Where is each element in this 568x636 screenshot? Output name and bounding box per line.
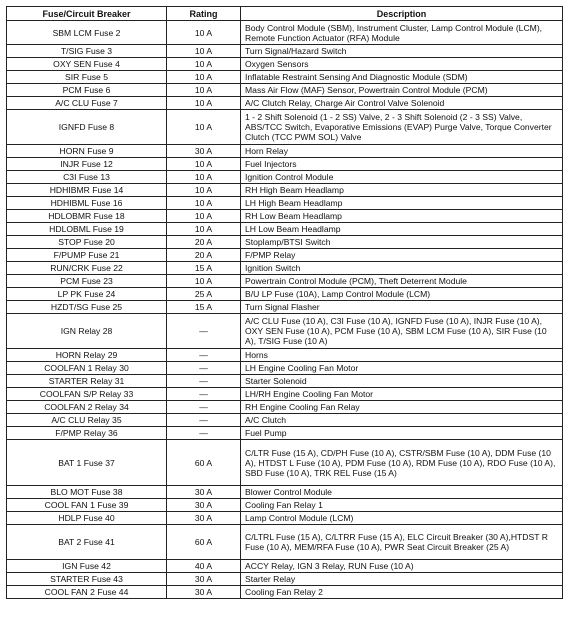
description-cell: LH/RH Engine Cooling Fan Motor	[241, 388, 563, 401]
fuse-name-cell: A/C CLU Relay 35	[7, 414, 167, 427]
fuse-name-cell: IGN Relay 28	[7, 314, 167, 349]
rating-cell: 10 A	[167, 197, 241, 210]
description-cell: Ignition Control Module	[241, 171, 563, 184]
fuse-name-cell: IGN Fuse 42	[7, 560, 167, 573]
fuse-name-cell: STARTER Fuse 43	[7, 573, 167, 586]
description-cell: Cooling Fan Relay 1	[241, 499, 563, 512]
rating-cell: 10 A	[167, 210, 241, 223]
description-cell: Inflatable Restraint Sensing And Diagnostic Module (SDM)	[241, 71, 563, 84]
table-row	[7, 223, 563, 236]
description-cell: Stoplamp/BTSI Switch	[241, 236, 563, 249]
description-cell: Horns	[241, 349, 563, 362]
description-cell: Fuel Pump	[241, 427, 563, 440]
rating-cell: 30 A	[167, 573, 241, 586]
table-row	[7, 362, 563, 375]
fuse-table-page	[6, 6, 562, 599]
rating-cell: —	[167, 362, 241, 375]
rating-cell: —	[167, 414, 241, 427]
table-row	[7, 249, 563, 262]
table-row	[7, 499, 563, 512]
rating-cell: 10 A	[167, 71, 241, 84]
fuse-name-cell: OXY SEN Fuse 4	[7, 58, 167, 71]
table-row	[7, 84, 563, 97]
description-cell: RH High Beam Headlamp	[241, 184, 563, 197]
fuse-name-cell: BLO MOT Fuse 38	[7, 486, 167, 499]
table-row	[7, 275, 563, 288]
rating-cell: 40 A	[167, 560, 241, 573]
fuse-name-cell: COOLFAN 2 Relay 34	[7, 401, 167, 414]
fuse-name-cell: LP PK Fuse 24	[7, 288, 167, 301]
rating-cell: 60 A	[167, 525, 241, 560]
table-row	[7, 301, 563, 314]
rating-cell: 10 A	[167, 97, 241, 110]
fuse-name-cell: STOP Fuse 20	[7, 236, 167, 249]
rating-cell: 60 A	[167, 440, 241, 486]
fuse-name-cell: SBM LCM Fuse 2	[7, 21, 167, 45]
rating-cell: 30 A	[167, 512, 241, 525]
table-row	[7, 71, 563, 84]
fuse-table	[6, 6, 563, 599]
fuse-name-cell: STARTER Relay 31	[7, 375, 167, 388]
rating-cell: 20 A	[167, 249, 241, 262]
table-row	[7, 197, 563, 210]
table-row	[7, 58, 563, 71]
table-row	[7, 586, 563, 599]
description-cell: 1 - 2 Shift Solenoid (1 - 2 SS) Valve, 2 - 3 Shift Solenoid (2 - 3 SS) Valve, ABS/TCC Switch, Evaporative Emissions (EVAP) Purge Valve, Torque Converter Clutch (TCC PWM SOL) Valve	[241, 110, 563, 145]
description-cell: Body Control Module (SBM), Instrument Cluster, Lamp Control Module (LCM), Remote Function Actuator (RFA) Module	[241, 21, 563, 45]
description-cell: Oxygen Sensors	[241, 58, 563, 71]
description-cell: Blower Control Module	[241, 486, 563, 499]
rating-cell: —	[167, 375, 241, 388]
description-cell: C/LTR Fuse (15 A), CD/PH Fuse (10 A), CSTR/SBM Fuse (10 A), DDM Fuse (10 A), HTDST L Fuse (10 A), PDM Fuse (10 A), RDM Fuse (10 A), RDO Fuse (10 A), SBD Fuse (10 A), TRK REL Fuse (15 A)	[241, 440, 563, 486]
rating-cell: —	[167, 314, 241, 349]
rating-cell: —	[167, 427, 241, 440]
fuse-name-cell: C3I Fuse 13	[7, 171, 167, 184]
rating-cell: 20 A	[167, 236, 241, 249]
description-cell: Fuel Injectors	[241, 158, 563, 171]
description-cell: Starter Solenoid	[241, 375, 563, 388]
description-cell: LH Low Beam Headlamp	[241, 223, 563, 236]
fuse-name-cell: SIR Fuse 5	[7, 71, 167, 84]
rating-cell: 10 A	[167, 58, 241, 71]
table-row	[7, 21, 563, 45]
description-cell: Powertrain Control Module (PCM), Theft Deterrent Module	[241, 275, 563, 288]
rating-cell: 10 A	[167, 184, 241, 197]
rating-cell: 30 A	[167, 586, 241, 599]
table-row	[7, 262, 563, 275]
description-cell: Horn Relay	[241, 145, 563, 158]
fuse-name-cell: HORN Fuse 9	[7, 145, 167, 158]
table-row	[7, 45, 563, 58]
description-cell: RH Engine Cooling Fan Relay	[241, 401, 563, 414]
fuse-name-cell: HDLOBMR Fuse 18	[7, 210, 167, 223]
fuse-name-cell: BAT 2 Fuse 41	[7, 525, 167, 560]
header-description: Description	[241, 7, 563, 21]
fuse-name-cell: COOLFAN S/P Relay 33	[7, 388, 167, 401]
fuse-name-cell: COOL FAN 1 Fuse 39	[7, 499, 167, 512]
fuse-name-cell: IGNFD Fuse 8	[7, 110, 167, 145]
description-cell: Ignition Switch	[241, 262, 563, 275]
table-row	[7, 375, 563, 388]
description-cell: C/LTRL Fuse (15 A), C/LTRR Fuse (15 A), ELC Circuit Breaker (30 A),HTDST R Fuse (10 A), MEM/RFA Fuse (10 A), PWR Seat Circuit Breaker (25 A)	[241, 525, 563, 560]
fuse-name-cell: COOL FAN 2 Fuse 44	[7, 586, 167, 599]
table-row	[7, 314, 563, 349]
rating-cell: 30 A	[167, 486, 241, 499]
fuse-name-cell: HDLOBML Fuse 19	[7, 223, 167, 236]
rating-cell: —	[167, 388, 241, 401]
fuse-name-cell: F/PUMP Fuse 21	[7, 249, 167, 262]
rating-cell: 10 A	[167, 223, 241, 236]
rating-cell: 10 A	[167, 158, 241, 171]
table-row	[7, 171, 563, 184]
table-row	[7, 158, 563, 171]
fuse-name-cell: BAT 1 Fuse 37	[7, 440, 167, 486]
fuse-name-cell: PCM Fuse 6	[7, 84, 167, 97]
table-row	[7, 210, 563, 223]
table-row	[7, 401, 563, 414]
rating-cell: 10 A	[167, 171, 241, 184]
fuse-name-cell: A/C CLU Fuse 7	[7, 97, 167, 110]
table-row	[7, 427, 563, 440]
rating-cell: 10 A	[167, 45, 241, 58]
description-cell: Starter Relay	[241, 573, 563, 586]
description-cell: A/C Clutch Relay, Charge Air Control Valve Solenoid	[241, 97, 563, 110]
rating-cell: 30 A	[167, 499, 241, 512]
table-row	[7, 97, 563, 110]
table-row	[7, 414, 563, 427]
rating-cell: 10 A	[167, 21, 241, 45]
description-cell: B/U LP Fuse (10A), Lamp Control Module (LCM)	[241, 288, 563, 301]
rating-cell: 10 A	[167, 84, 241, 97]
table-row	[7, 560, 563, 573]
table-row	[7, 184, 563, 197]
header-fuse: Fuse/Circuit Breaker	[7, 7, 167, 21]
fuse-name-cell: HDHIBMR Fuse 14	[7, 184, 167, 197]
description-cell: Lamp Control Module (LCM)	[241, 512, 563, 525]
table-row	[7, 486, 563, 499]
table-row	[7, 440, 563, 486]
fuse-name-cell: HDLP Fuse 40	[7, 512, 167, 525]
table-row	[7, 512, 563, 525]
description-cell: A/C CLU Fuse (10 A), C3I Fuse (10 A), IGNFD Fuse (10 A), INJR Fuse (10 A), OXY SEN Fuse (10 A), PCM Fuse (10 A), SBM LCM Fuse (10 A), SIR Fuse (10 A), T/SIG Fuse (10 A)	[241, 314, 563, 349]
table-body	[7, 21, 563, 599]
rating-cell: 15 A	[167, 301, 241, 314]
fuse-name-cell: COOLFAN 1 Relay 30	[7, 362, 167, 375]
fuse-name-cell: HZDT/SG Fuse 25	[7, 301, 167, 314]
table-row	[7, 110, 563, 145]
table-header-row	[7, 7, 563, 21]
rating-cell: 15 A	[167, 262, 241, 275]
table-row	[7, 349, 563, 362]
table-row	[7, 573, 563, 586]
table-row	[7, 388, 563, 401]
table-row	[7, 288, 563, 301]
description-cell: Cooling Fan Relay 2	[241, 586, 563, 599]
fuse-name-cell: INJR Fuse 12	[7, 158, 167, 171]
description-cell: Turn Signal/Hazard Switch	[241, 45, 563, 58]
description-cell: RH Low Beam Headlamp	[241, 210, 563, 223]
rating-cell: —	[167, 349, 241, 362]
fuse-name-cell: T/SIG Fuse 3	[7, 45, 167, 58]
header-rating: Rating	[167, 7, 241, 21]
table-row	[7, 525, 563, 560]
table-row	[7, 145, 563, 158]
fuse-name-cell: HDHIBML Fuse 16	[7, 197, 167, 210]
rating-cell: 30 A	[167, 145, 241, 158]
fuse-name-cell: RUN/CRK Fuse 22	[7, 262, 167, 275]
description-cell: Mass Air Flow (MAF) Sensor, Powertrain Control Module (PCM)	[241, 84, 563, 97]
description-cell: A/C Clutch	[241, 414, 563, 427]
description-cell: LH Engine Cooling Fan Motor	[241, 362, 563, 375]
fuse-name-cell: F/PMP Relay 36	[7, 427, 167, 440]
description-cell: Turn Signal Flasher	[241, 301, 563, 314]
description-cell: LH High Beam Headlamp	[241, 197, 563, 210]
table-row	[7, 236, 563, 249]
rating-cell: 25 A	[167, 288, 241, 301]
rating-cell: 10 A	[167, 110, 241, 145]
fuse-name-cell: HORN Relay 29	[7, 349, 167, 362]
rating-cell: —	[167, 401, 241, 414]
rating-cell: 10 A	[167, 275, 241, 288]
description-cell: ACCY Relay, IGN 3 Relay, RUN Fuse (10 A)	[241, 560, 563, 573]
description-cell: F/PMP Relay	[241, 249, 563, 262]
fuse-name-cell: PCM Fuse 23	[7, 275, 167, 288]
